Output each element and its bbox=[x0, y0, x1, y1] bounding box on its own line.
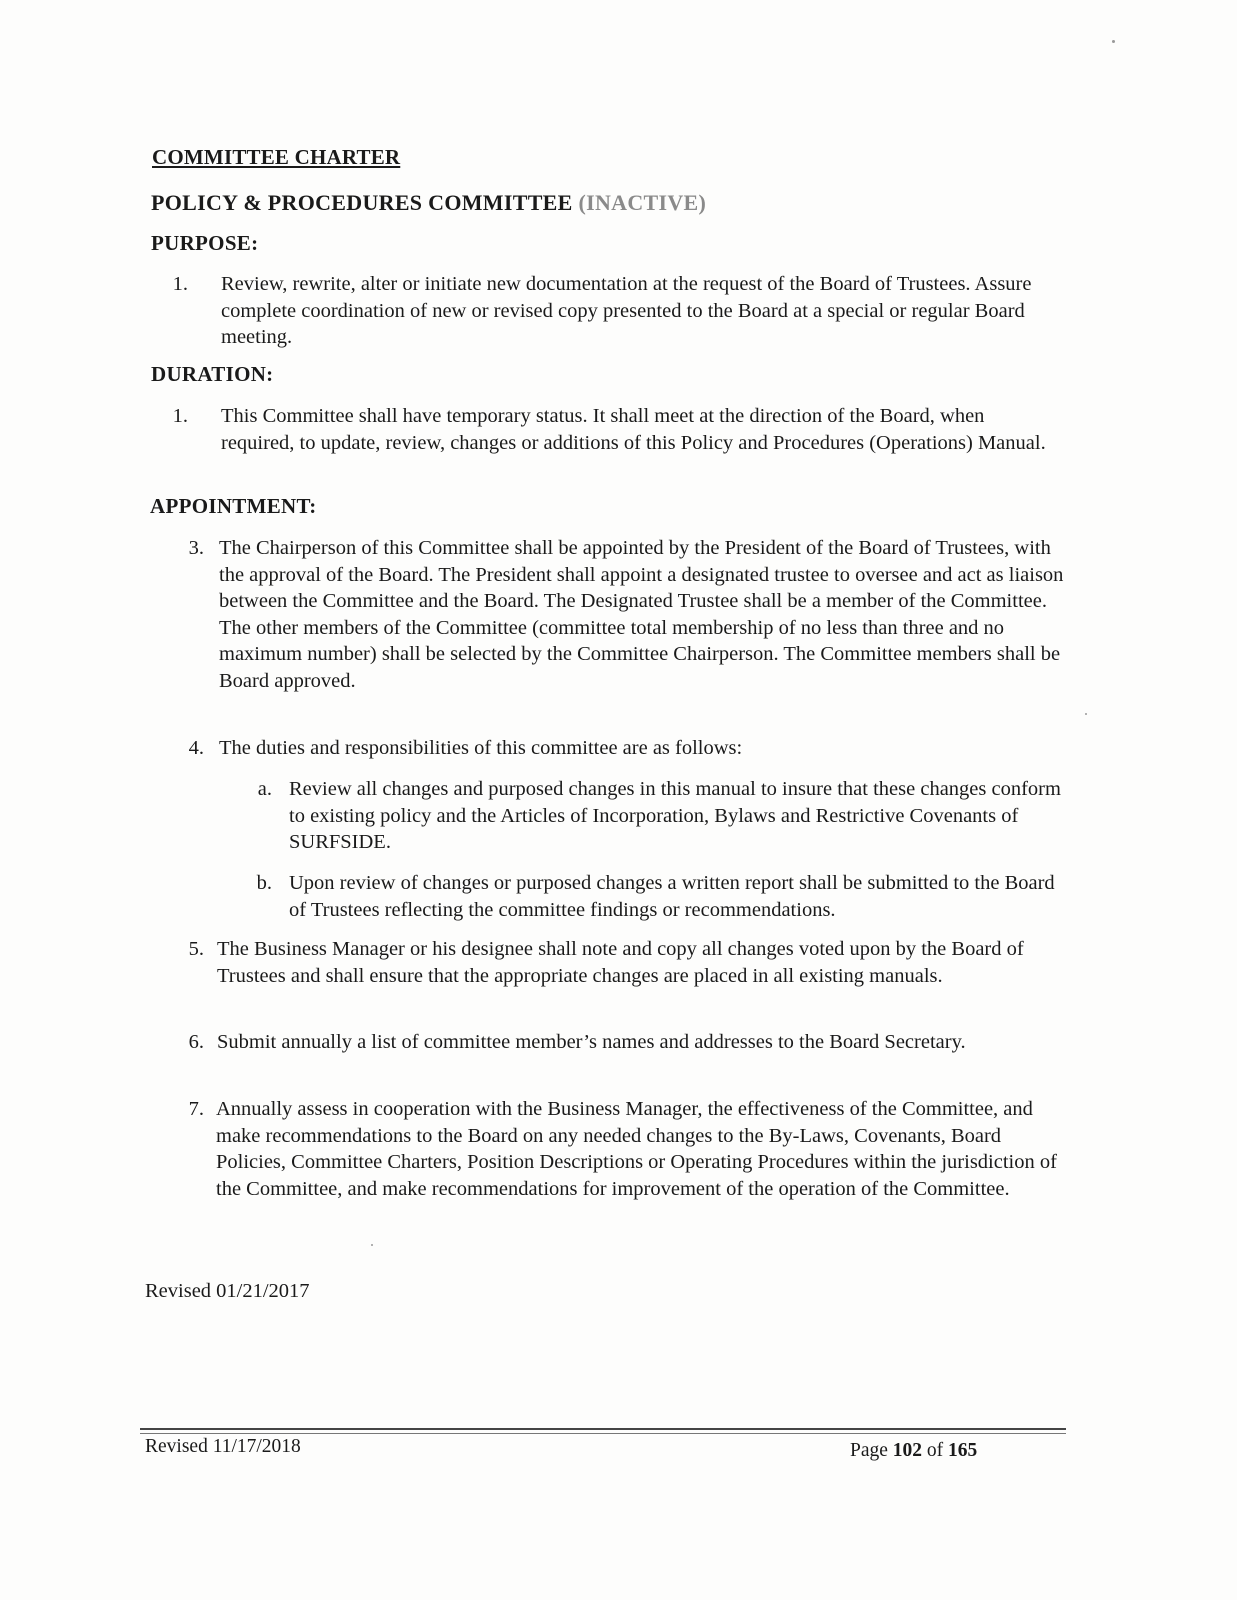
page-of: of bbox=[926, 1440, 944, 1461]
appointment-item-number: 7. bbox=[188, 1098, 204, 1120]
purpose-item-number: 1. bbox=[172, 273, 188, 295]
committee-status: (INACTIVE) bbox=[578, 190, 707, 215]
page-label: Page bbox=[850, 1440, 888, 1461]
footer-revised-date: Revised 11/17/2018 bbox=[145, 1436, 301, 1457]
revised-note: Revised 01/21/2017 bbox=[145, 1280, 310, 1302]
appointment-item-text: The Business Manager or his designee shall note and copy all changes voted upon by the Board of Trustees and shall ensure that the appropriate changes are placed in all existing manuals. bbox=[217, 938, 1024, 987]
subitem-letter: a. bbox=[257, 778, 272, 800]
appointment-item-text: The Chairperson of this Committee shall be appointed by the President of the Board of Trustees, with the approval of the Board. The President shall appoint a designated trustee to oversee and act as liaison between the Committee and the Board. The Designated Trustee shall be a member of the Committee. The other members of the Committee (committee total membership of no less than three and no maximum number) shall be selected by the Committee Chairperson. The Committee members shall be Board approved. bbox=[219, 537, 1064, 692]
committee-name: POLICY & PROCEDURES COMMITTEE bbox=[151, 190, 573, 215]
purpose-heading: PURPOSE: bbox=[151, 231, 259, 255]
scan-speck bbox=[1112, 40, 1115, 43]
footer-page-number bbox=[850, 1440, 977, 1462]
footer-divider bbox=[140, 1428, 1066, 1434]
appointment-item-text: The duties and responsibilities of this committee are as follows: bbox=[219, 737, 743, 759]
appointment-item-number: 4. bbox=[188, 737, 204, 759]
page-current: 102 bbox=[892, 1440, 923, 1461]
appointment-heading: APPOINTMENT: bbox=[150, 494, 317, 518]
page-total: 165 bbox=[948, 1440, 978, 1461]
duration-item-number: 1. bbox=[172, 405, 188, 427]
scan-speck bbox=[1085, 713, 1087, 715]
committee-name-line bbox=[151, 190, 706, 216]
appointment-item-number: 3. bbox=[188, 537, 204, 559]
appointment-item-number: 5. bbox=[188, 938, 204, 960]
appointment-item-text: Submit annually a list of committee member’s names and addresses to the Board Secretary. bbox=[217, 1031, 966, 1053]
subitem-text: Upon review of changes or purposed changes a written report shall be submitted to the Board of Trustees reflecting the committee findings or recommendations. bbox=[289, 872, 1055, 921]
purpose-item-text: Review, rewrite, alter or initiate new documentation at the request of the Board of Trustees. Assure complete coordination of new or revised copy presented to the Board at a special or regular Board meeting. bbox=[221, 273, 1032, 348]
appointment-item-number: 6. bbox=[188, 1031, 204, 1053]
duration-item-text: This Committee shall have temporary status. It shall meet at the direction of the Board, when required, to update, review, changes or additions of this Policy and Procedures (Operations) Manual. bbox=[221, 405, 1046, 454]
subitem-letter: b. bbox=[256, 872, 272, 894]
subitem-text: Review all changes and purposed changes in this manual to insure that these changes conform to existing policy and the Articles of Incorporation, Bylaws and Restrictive Covenants of SURFSIDE. bbox=[289, 778, 1061, 853]
appointment-item-text: Annually assess in cooperation with the Business Manager, the effectiveness of the Committee, and make recommendations to the Board on any needed changes to the By-Laws, Covenants, Board Policies, Committee Charters, Position Descriptions or Operating Procedures within the jurisdiction of the Committee, and make recommendations for improvement of the operation of the Committee. bbox=[216, 1098, 1057, 1200]
scan-speck bbox=[371, 1244, 373, 1246]
duration-heading: DURATION: bbox=[151, 362, 274, 386]
charter-title: COMMITTEE CHARTER bbox=[152, 145, 401, 169]
